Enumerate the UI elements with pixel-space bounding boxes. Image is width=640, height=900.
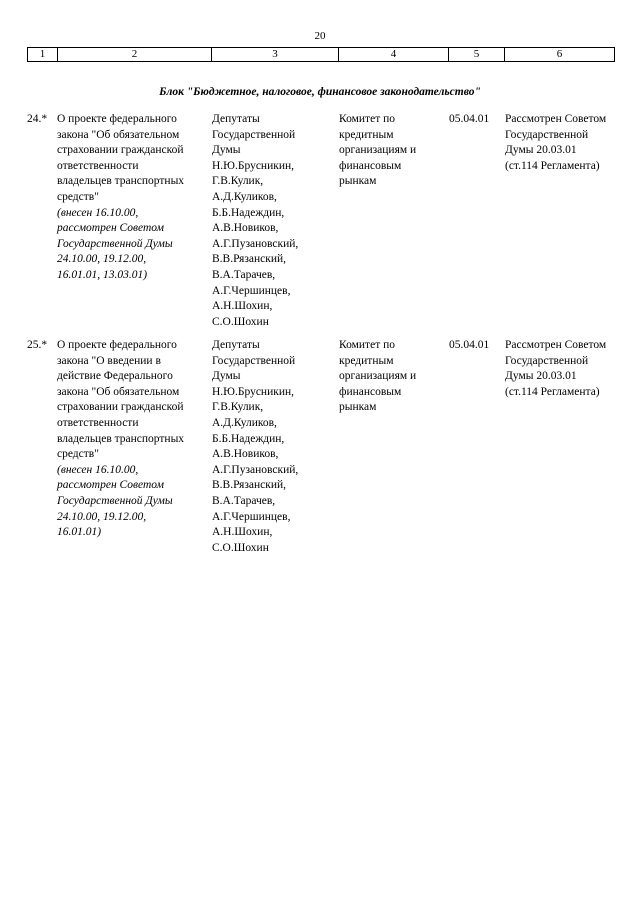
status: [505, 338, 623, 400]
status-line: Думы 20.03.01: [505, 144, 577, 157]
author-line: А.Г.Пузановский,: [212, 463, 299, 476]
author-line: А.Н.Шохин,: [212, 300, 273, 313]
bill-title-line: ответственности: [57, 416, 139, 429]
bill-title-line: страховании гражданской: [57, 401, 184, 414]
bill-title-line: средств": [57, 190, 99, 203]
authors-list: [212, 338, 332, 556]
column-number: 5: [449, 48, 505, 62]
column-number: 2: [58, 48, 212, 62]
bill-note-line: 16.01.01): [57, 526, 102, 539]
page-number: 20: [314, 30, 326, 42]
bill-note-line: Государственной Думы: [57, 237, 173, 250]
author-line: Н.Ю.Брусникин,: [212, 385, 295, 398]
bill-note-line: Государственной Думы: [57, 494, 173, 507]
author-line: Государственной: [212, 354, 296, 367]
committee-line: рынкам: [339, 175, 377, 188]
status-line: Рассмотрен Советом: [505, 113, 607, 125]
bill-note-line: (внесен 16.10.00,: [57, 206, 139, 219]
author-line: А.Д.Куликов,: [212, 190, 277, 203]
author-line: Г.В.Кулик,: [212, 175, 264, 188]
column-number: 6: [505, 48, 615, 62]
committee-line: организациям и: [339, 370, 417, 383]
author-line: Депутаты: [212, 339, 260, 351]
committee-line: Комитет по: [339, 113, 395, 125]
author-line: Думы: [212, 370, 241, 383]
status-line: (ст.114 Регламента): [505, 385, 600, 398]
committee-line: кредитным: [339, 128, 394, 141]
bill-note-line: 24.10.00, 19.12.00,: [57, 510, 147, 523]
status-line: Государственной: [505, 128, 589, 141]
status-line: Государственной: [505, 354, 589, 367]
bill-note-line: 24.10.00, 19.12.00,: [57, 253, 147, 266]
committee-line: кредитным: [339, 354, 394, 367]
committee: [339, 338, 444, 416]
status-line: Думы 20.03.01: [505, 370, 577, 383]
column-number-header: [27, 47, 615, 62]
column-number: 1: [28, 48, 58, 62]
committee-line: финансовым: [339, 385, 402, 398]
bill-title-line: О проекте федерального: [57, 113, 177, 125]
entry-number: 25.*: [27, 339, 48, 351]
consideration-date: 05.04.01: [449, 339, 490, 351]
bill-title-line: средств": [57, 448, 99, 461]
bill-title-line: ответственности: [57, 159, 139, 172]
author-line: Депутаты: [212, 113, 260, 125]
consideration-date: 05.04.01: [449, 113, 490, 125]
author-line: А.Н.Шохин,: [212, 526, 273, 539]
committee: [339, 112, 444, 190]
bill-title: [57, 338, 207, 541]
bill-note-line: рассмотрен Советом: [57, 479, 164, 492]
author-line: Государственной: [212, 128, 296, 141]
committee-line: организациям и: [339, 144, 417, 157]
author-line: С.О.Шохин: [212, 541, 269, 554]
bill-title-line: О проекте федерального: [57, 339, 177, 351]
bill-note-line: 16.01.01, 13.03.01): [57, 268, 148, 281]
entry-number: 24.*: [27, 113, 48, 125]
block-title: Блок "Бюджетное, налоговое, финансовое законодательство": [159, 86, 481, 98]
author-line: Б.Б.Надеждин,: [212, 432, 285, 445]
bill-title-line: закона "О введении в: [57, 354, 161, 367]
author-line: В.В.Рязанский,: [212, 479, 287, 492]
status-line: (ст.114 Регламента): [505, 159, 600, 172]
author-line: С.О.Шохин: [212, 315, 269, 328]
author-line: А.Д.Куликов,: [212, 416, 277, 429]
author-line: А.В.Новиков,: [212, 222, 279, 235]
status: [505, 112, 623, 174]
committee-line: рынкам: [339, 401, 377, 414]
column-number: 4: [339, 48, 449, 62]
committee-line: Комитет по: [339, 339, 395, 351]
author-line: А.В.Новиков,: [212, 448, 279, 461]
author-line: Г.В.Кулик,: [212, 401, 264, 414]
author-line: А.Г.Чершинцев,: [212, 510, 291, 523]
bill-title: [57, 112, 207, 284]
bill-note-line: рассмотрен Советом: [57, 222, 164, 235]
bill-title-line: владельцев транспортных: [57, 175, 185, 188]
committee-line: финансовым: [339, 159, 402, 172]
author-line: В.А.Тарачев,: [212, 494, 276, 507]
bill-title-line: страховании гражданской: [57, 144, 184, 157]
bill-note-line: (внесен 16.10.00,: [57, 463, 139, 476]
author-line: В.В.Рязанский,: [212, 253, 287, 266]
authors-list: [212, 112, 332, 330]
bill-title-line: закона "Об обязательном: [57, 128, 180, 141]
author-line: А.Г.Чершинцев,: [212, 284, 291, 297]
author-line: Н.Ю.Брусникин,: [212, 159, 295, 172]
bill-title-line: владельцев транспортных: [57, 432, 185, 445]
author-line: В.А.Тарачев,: [212, 268, 276, 281]
bill-title-line: действие Федерального: [57, 370, 173, 383]
author-line: Думы: [212, 144, 241, 157]
column-number: 3: [212, 48, 339, 62]
status-line: Рассмотрен Советом: [505, 339, 607, 351]
bill-title-line: закона "Об обязательном: [57, 385, 180, 398]
author-line: А.Г.Пузановский,: [212, 237, 299, 250]
author-line: Б.Б.Надеждин,: [212, 206, 285, 219]
